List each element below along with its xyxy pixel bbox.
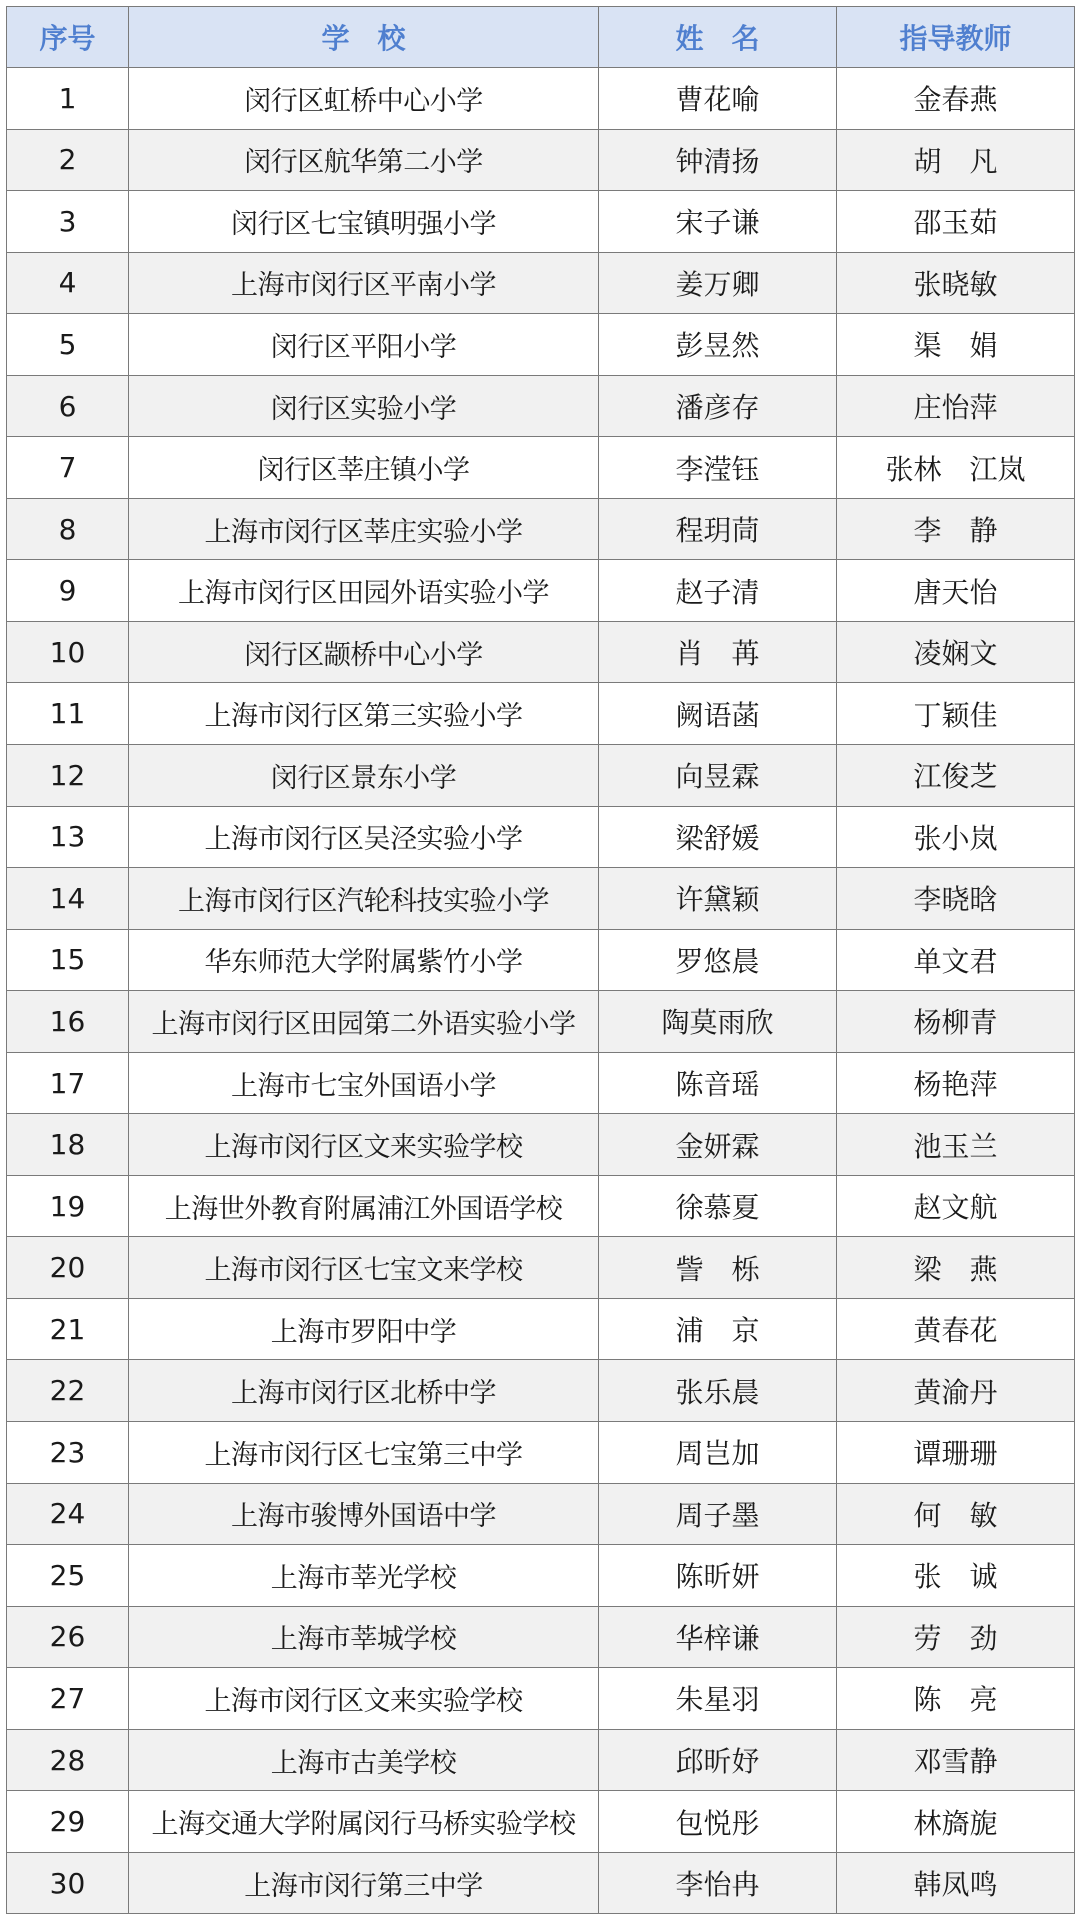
cell-teacher: 庄怡萍	[837, 375, 1075, 437]
cell-name: 宋子谦	[599, 191, 837, 253]
cell-teacher: 韩凤鸣	[837, 1852, 1075, 1914]
table-row	[7, 437, 1075, 499]
cell-name: 梁舒媛	[599, 806, 837, 868]
cell-name: 李滢钰	[599, 437, 837, 499]
cell-school: 闵行区航华第二小学	[129, 129, 599, 191]
cell-school: 闵行区七宝镇明强小学	[129, 191, 599, 253]
table-row	[7, 1545, 1075, 1607]
cell-school: 闵行区颛桥中心小学	[129, 621, 599, 683]
cell-school: 华东师范大学附属紫竹小学	[129, 929, 599, 991]
cell-teacher: 单文君	[837, 929, 1075, 991]
cell-teacher: 黄渝丹	[837, 1360, 1075, 1422]
table-row	[7, 252, 1075, 314]
cell-teacher: 梁 燕	[837, 1237, 1075, 1299]
cell-name: 曹花喻	[599, 68, 837, 130]
cell-index: 1	[7, 68, 129, 130]
cell-teacher: 丁颖佳	[837, 683, 1075, 745]
cell-name: 钟清扬	[599, 129, 837, 191]
table-row	[7, 929, 1075, 991]
cell-school: 上海市古美学校	[129, 1729, 599, 1791]
header-teacher: 指导教师	[837, 7, 1075, 68]
table-row	[7, 991, 1075, 1053]
cell-school: 上海市莘光学校	[129, 1545, 599, 1607]
cell-index: 15	[7, 929, 129, 991]
table-row	[7, 1791, 1075, 1853]
cell-school: 上海市罗阳中学	[129, 1298, 599, 1360]
cell-teacher: 杨柳青	[837, 991, 1075, 1053]
cell-school: 闵行区景东小学	[129, 745, 599, 807]
table-row	[7, 1114, 1075, 1176]
cell-index: 19	[7, 1175, 129, 1237]
cell-index: 2	[7, 129, 129, 191]
cell-school: 上海市闵行区七宝第三中学	[129, 1422, 599, 1484]
table-row	[7, 1175, 1075, 1237]
cell-name: 潘彦存	[599, 375, 837, 437]
table-row	[7, 1360, 1075, 1422]
cell-school: 上海市闵行区田园第二外语实验小学	[129, 991, 599, 1053]
cell-index: 12	[7, 745, 129, 807]
table-row	[7, 68, 1075, 130]
cell-school: 上海市骏博外国语中学	[129, 1483, 599, 1545]
cell-index: 25	[7, 1545, 129, 1607]
cell-index: 3	[7, 191, 129, 253]
cell-index: 24	[7, 1483, 129, 1545]
table-row	[7, 129, 1075, 191]
table-row	[7, 745, 1075, 807]
cell-name: 徐慕夏	[599, 1175, 837, 1237]
cell-teacher: 谭珊珊	[837, 1422, 1075, 1484]
cell-teacher: 江俊芝	[837, 745, 1075, 807]
cell-teacher: 邵玉茹	[837, 191, 1075, 253]
cell-name: 包悦彤	[599, 1791, 837, 1853]
cell-school: 上海市莘城学校	[129, 1606, 599, 1668]
table-row	[7, 1729, 1075, 1791]
table-row	[7, 1668, 1075, 1730]
cell-name: 邱昕妤	[599, 1729, 837, 1791]
cell-name: 罗悠晨	[599, 929, 837, 991]
cell-teacher: 黄春花	[837, 1298, 1075, 1360]
cell-index: 4	[7, 252, 129, 314]
cell-teacher: 凌娴文	[837, 621, 1075, 683]
table-row	[7, 314, 1075, 376]
cell-name: 程玥茼	[599, 498, 837, 560]
cell-teacher: 胡 凡	[837, 129, 1075, 191]
cell-name: 金妍霖	[599, 1114, 837, 1176]
cell-index: 7	[7, 437, 129, 499]
cell-index: 18	[7, 1114, 129, 1176]
cell-teacher: 张 诚	[837, 1545, 1075, 1607]
cell-name: 向昱霖	[599, 745, 837, 807]
table-row	[7, 1422, 1075, 1484]
header-index: 序号	[7, 7, 129, 68]
cell-school: 上海市闵行区汽轮科技实验小学	[129, 868, 599, 930]
cell-school: 闵行区莘庄镇小学	[129, 437, 599, 499]
table-row	[7, 191, 1075, 253]
cell-index: 21	[7, 1298, 129, 1360]
table-row	[7, 1237, 1075, 1299]
cell-name: 姜万卿	[599, 252, 837, 314]
cell-index: 23	[7, 1422, 129, 1484]
cell-name: 肖 苒	[599, 621, 837, 683]
cell-teacher: 李晓晗	[837, 868, 1075, 930]
cell-teacher: 唐天怡	[837, 560, 1075, 622]
cell-name: 赵子清	[599, 560, 837, 622]
cell-index: 20	[7, 1237, 129, 1299]
cell-teacher: 张小岚	[837, 806, 1075, 868]
cell-index: 22	[7, 1360, 129, 1422]
cell-teacher: 杨艳萍	[837, 1052, 1075, 1114]
cell-teacher: 池玉兰	[837, 1114, 1075, 1176]
cell-name: 陈音瑶	[599, 1052, 837, 1114]
cell-name: 华梓谦	[599, 1606, 837, 1668]
table-row	[7, 868, 1075, 930]
table-row	[7, 1298, 1075, 1360]
cell-teacher: 渠 娟	[837, 314, 1075, 376]
table-row	[7, 498, 1075, 560]
cell-school: 上海交通大学附属闵行马桥实验学校	[129, 1791, 599, 1853]
cell-index: 28	[7, 1729, 129, 1791]
cell-school: 上海市闵行区平南小学	[129, 252, 599, 314]
cell-school: 闵行区平阳小学	[129, 314, 599, 376]
cell-teacher: 林旖旎	[837, 1791, 1075, 1853]
cell-school: 闵行区实验小学	[129, 375, 599, 437]
cell-index: 10	[7, 621, 129, 683]
cell-index: 29	[7, 1791, 129, 1853]
table-row	[7, 375, 1075, 437]
table-row	[7, 1052, 1075, 1114]
cell-index: 5	[7, 314, 129, 376]
cell-name: 周子墨	[599, 1483, 837, 1545]
table-row	[7, 1483, 1075, 1545]
table-row	[7, 1606, 1075, 1668]
cell-teacher: 邓雪静	[837, 1729, 1075, 1791]
cell-index: 14	[7, 868, 129, 930]
cell-teacher: 何 敏	[837, 1483, 1075, 1545]
cell-teacher: 赵文航	[837, 1175, 1075, 1237]
cell-teacher: 陈 亮	[837, 1668, 1075, 1730]
award-list-table	[6, 6, 1075, 1914]
cell-school: 上海市闵行区七宝文来学校	[129, 1237, 599, 1299]
table-container	[6, 6, 1075, 1914]
cell-name: 朱星羽	[599, 1668, 837, 1730]
cell-index: 16	[7, 991, 129, 1053]
cell-school: 上海世外教育附属浦江外国语学校	[129, 1175, 599, 1237]
cell-index: 11	[7, 683, 129, 745]
cell-school: 上海市闵行区吴泾实验小学	[129, 806, 599, 868]
cell-index: 27	[7, 1668, 129, 1730]
cell-name: 阙语菡	[599, 683, 837, 745]
cell-name: 许黛颖	[599, 868, 837, 930]
cell-school: 上海市闵行区文来实验学校	[129, 1668, 599, 1730]
cell-teacher: 劳 劲	[837, 1606, 1075, 1668]
cell-index: 9	[7, 560, 129, 622]
cell-index: 13	[7, 806, 129, 868]
cell-teacher: 张林 江岚	[837, 437, 1075, 499]
cell-name: 訾 栎	[599, 1237, 837, 1299]
cell-school: 上海市闵行区第三实验小学	[129, 683, 599, 745]
cell-index: 8	[7, 498, 129, 560]
cell-school: 上海市闵行区莘庄实验小学	[129, 498, 599, 560]
table-body	[7, 68, 1075, 1914]
cell-school: 上海市闵行第三中学	[129, 1852, 599, 1914]
cell-school: 上海市闵行区田园外语实验小学	[129, 560, 599, 622]
cell-index: 6	[7, 375, 129, 437]
cell-name: 周岂加	[599, 1422, 837, 1484]
cell-teacher: 金春燕	[837, 68, 1075, 130]
header-name: 姓 名	[599, 7, 837, 68]
table-row	[7, 1852, 1075, 1914]
cell-name: 陈昕妍	[599, 1545, 837, 1607]
cell-name: 李怡冉	[599, 1852, 837, 1914]
cell-teacher: 李 静	[837, 498, 1075, 560]
table-row	[7, 621, 1075, 683]
cell-index: 30	[7, 1852, 129, 1914]
cell-school: 上海市闵行区文来实验学校	[129, 1114, 599, 1176]
header-school: 学 校	[129, 7, 599, 68]
cell-index: 26	[7, 1606, 129, 1668]
cell-name: 张乐晨	[599, 1360, 837, 1422]
cell-index: 17	[7, 1052, 129, 1114]
table-row	[7, 683, 1075, 745]
table-row	[7, 560, 1075, 622]
table-header-row	[7, 7, 1075, 68]
cell-name: 浦 京	[599, 1298, 837, 1360]
cell-name: 陶莫雨欣	[599, 991, 837, 1053]
table-row	[7, 806, 1075, 868]
cell-school: 上海市闵行区北桥中学	[129, 1360, 599, 1422]
cell-school: 闵行区虹桥中心小学	[129, 68, 599, 130]
cell-school: 上海市七宝外国语小学	[129, 1052, 599, 1114]
cell-name: 彭昱然	[599, 314, 837, 376]
cell-teacher: 张晓敏	[837, 252, 1075, 314]
